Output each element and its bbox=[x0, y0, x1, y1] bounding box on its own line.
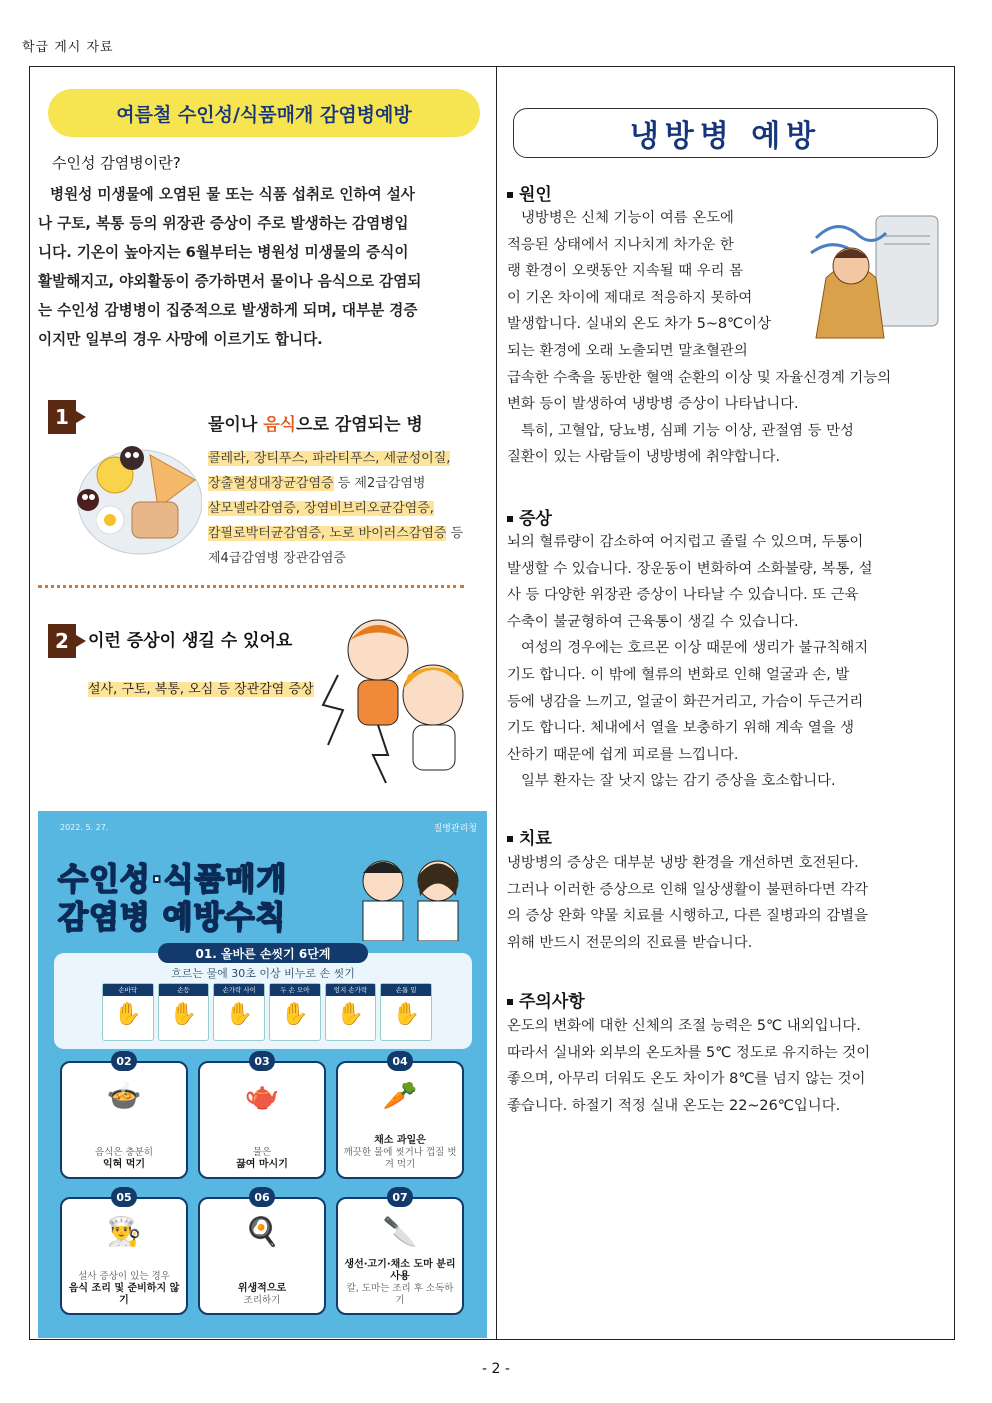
cooking-pot-icon: 🍳 bbox=[244, 1215, 280, 1248]
sick-kids-illustration bbox=[318, 605, 478, 785]
rule-caption-sub: 음식은 충분히 bbox=[94, 1147, 154, 1158]
rule-tile bbox=[198, 1190, 326, 1315]
rule-caption-main: 생선·고기·채소 도마 분리 사용 bbox=[344, 1259, 456, 1282]
handwash-steps bbox=[102, 983, 432, 1041]
treatment-line: 그러나 이러한 증상으로 인해 일상생활이 불편하다면 각각 bbox=[507, 881, 869, 898]
food-germ-illustration bbox=[70, 430, 202, 560]
caution-line: 좋습니다. 하절기 적정 실내 온도는 22~26℃입니다. bbox=[507, 1097, 841, 1114]
disease-line-rest: 등 bbox=[446, 526, 464, 541]
rule-tile bbox=[336, 1054, 464, 1179]
symptom-line bbox=[88, 678, 314, 697]
title-part: 물이나 bbox=[208, 415, 264, 435]
treatment-body bbox=[507, 850, 945, 956]
rule-number: 07 bbox=[387, 1187, 413, 1207]
caution-heading bbox=[507, 987, 585, 1012]
rule-number: 05 bbox=[111, 1187, 137, 1207]
symptom-text: 설사, 구토, 복통, 오심 등 장관감염 증상 bbox=[88, 682, 314, 697]
rule-number: 06 bbox=[249, 1187, 275, 1207]
handwash-step-label: 손톱 밑 bbox=[381, 984, 431, 996]
prevention-poster bbox=[38, 811, 487, 1338]
caution-body bbox=[507, 1013, 945, 1119]
section-number-1: 1 bbox=[48, 400, 76, 434]
rule-tile bbox=[60, 1054, 188, 1179]
rule-caption-main: 위생적으로 bbox=[237, 1283, 287, 1294]
left-banner: 여름철 수인성/식품매개 감염병예방 bbox=[48, 89, 480, 137]
rule-caption bbox=[342, 1259, 458, 1307]
symptom-line: 기도 합니다. 이 밖에 혈류의 변화로 인해 얼굴과 손, 발 bbox=[507, 666, 850, 683]
cause-heading-text: 원인 bbox=[519, 185, 552, 205]
symptom-line: 사 등 다양한 위장관 증상이 나타날 수 있습니다. 또 근육 bbox=[507, 587, 859, 604]
body-line: 이지만 일부의 경우 사망에 이르기도 합니다. bbox=[38, 331, 323, 348]
treatment-line: 냉방병의 증상은 대부분 냉방 환경을 개선하면 호전된다. bbox=[507, 855, 859, 871]
handwash-step bbox=[380, 983, 432, 1041]
handwash-step bbox=[102, 983, 154, 1041]
rule-number: 04 bbox=[387, 1051, 413, 1071]
symptom-body bbox=[507, 529, 945, 795]
symptom-line: 여성의 경우에는 호르몬 이상 때문에 생리가 불규칙해지 bbox=[521, 640, 869, 657]
rule-tile bbox=[336, 1190, 464, 1315]
cutting-board-icon: 🔪 bbox=[382, 1215, 418, 1248]
section2-title: 이런 증상이 생길 수 있어요 bbox=[88, 631, 293, 651]
handwash-step-label: 두 손 모아 bbox=[270, 984, 320, 996]
symptom-line: 수축이 불균형하여 근육통이 생길 수 있습니다. bbox=[507, 613, 799, 630]
rule-number: 03 bbox=[249, 1051, 275, 1071]
rule-caption-main: 끓여 마시기 bbox=[236, 1159, 288, 1170]
doctors-illustration bbox=[338, 851, 478, 941]
dotted-separator bbox=[38, 585, 464, 588]
vegetable-icon: 🥕 bbox=[382, 1079, 418, 1112]
rule-caption-main: 채소 과일은 bbox=[374, 1135, 426, 1146]
bullet-square-icon bbox=[507, 836, 513, 842]
rule-caption bbox=[342, 1135, 458, 1171]
title-part: 으로 감염되는 병 bbox=[296, 415, 423, 435]
cause-line: 냉방병은 신체 기능이 여름 온도에 bbox=[521, 210, 734, 226]
treatment-line: 위해 반드시 전문의의 진료를 받습니다. bbox=[507, 934, 753, 951]
poster-title-line2: 감염병 예방수칙 bbox=[58, 900, 287, 936]
bullet-square-icon bbox=[507, 516, 513, 522]
symptom-heading bbox=[507, 504, 552, 529]
poster-org: 질병관리청 bbox=[433, 824, 477, 834]
disease-line: 살모넬라감염증, 장염비브리오균감염증, bbox=[208, 501, 434, 516]
section1-title bbox=[208, 410, 423, 435]
handwash-step bbox=[269, 983, 321, 1041]
section-question: 수인성 감염병이란? bbox=[52, 154, 181, 172]
hand-icon: ✋ bbox=[114, 1002, 142, 1027]
rule-caption-main: 익혀 먹기 bbox=[102, 1159, 146, 1170]
hand-icon: ✋ bbox=[281, 1002, 309, 1027]
handwash-step bbox=[158, 983, 210, 1041]
caution-line: 온도의 변화에 대한 신체의 조절 능력은 5℃ 내외입니다. bbox=[507, 1018, 861, 1034]
body-line: 는 수인성 감병병이 집중적으로 발생하게 되며, 대부분 경증 bbox=[38, 302, 418, 319]
hand-icon: ✋ bbox=[392, 1002, 420, 1027]
rule-caption bbox=[204, 1283, 320, 1307]
handwash-step-label: 손바닥 bbox=[103, 984, 153, 996]
rule-caption bbox=[204, 1147, 320, 1171]
bullet-square-icon bbox=[507, 999, 513, 1005]
rule-caption bbox=[66, 1147, 182, 1171]
cause-line: 변화 등이 발생하여 냉방병 증상이 나타납니다. bbox=[507, 396, 799, 413]
column-divider bbox=[496, 66, 497, 1340]
body-line: 나 구토, 복통 등의 위장관 증상이 주로 발생하는 감염병입 bbox=[38, 215, 409, 232]
handwash-panel bbox=[54, 953, 472, 1049]
caution-heading-text: 주의사항 bbox=[519, 992, 585, 1012]
kettle-icon: 🫖 bbox=[244, 1079, 280, 1112]
symptom-line: 등에 냉감을 느끼고, 얼굴이 화끈거리고, 가슴이 두근거리 bbox=[507, 693, 864, 710]
rule-tile bbox=[60, 1190, 188, 1315]
rule-caption-sub: 칼, 도마는 조리 후 소독하기 bbox=[346, 1283, 454, 1306]
rule-caption-sub: 설사 증상이 있는 경우 bbox=[78, 1271, 170, 1282]
handwash-step-header: 01. 올바른 손씻기 6단계 bbox=[158, 943, 368, 963]
left-body bbox=[38, 180, 488, 354]
cause-line: 발생합니다. 실내외 온도 차가 5~8℃이상 bbox=[507, 316, 772, 333]
cook-icon: 👨‍🍳 bbox=[106, 1215, 142, 1248]
rule-caption-sub: 조리하기 bbox=[243, 1295, 281, 1306]
rule-tile bbox=[198, 1054, 326, 1179]
handwash-step-label: 엄지 손가락 bbox=[326, 984, 376, 996]
symptom-heading-text: 증상 bbox=[519, 509, 552, 529]
body-line: 니다. 기온이 높아지는 6월부터는 병원성 미생물의 증식이 bbox=[38, 244, 409, 261]
poster-title bbox=[58, 861, 287, 937]
body-line: 활발해지고, 야외활동이 증가하면서 물이나 음식으로 감염되 bbox=[38, 273, 422, 290]
page-header: 학급 게시 자료 bbox=[22, 40, 114, 55]
handwash-step-label: 손가락 사이 bbox=[214, 984, 264, 996]
hand-icon: ✋ bbox=[169, 1002, 198, 1027]
rule-caption-sub: 물은 bbox=[252, 1147, 272, 1158]
title-highlight: 음식 bbox=[263, 415, 297, 435]
symptom-line: 발생할 수 있습니다. 장운동이 변화하여 소화불량, 복통, 설 bbox=[507, 560, 873, 577]
handwash-step-label: 손등 bbox=[159, 984, 209, 996]
cause-heading bbox=[507, 180, 552, 205]
caution-line: 따라서 실내와 외부의 온도차를 5℃ 정도로 유지하는 것이 bbox=[507, 1044, 871, 1061]
body-line: 병원성 미생물에 오염된 물 또는 식품 섭취로 인하여 설사 bbox=[50, 186, 415, 203]
symptom-line: 기도 합니다. 체내에서 열을 보충하기 위해 계속 열을 생 bbox=[507, 720, 855, 737]
rule-caption bbox=[66, 1271, 182, 1307]
symptom-line: 산하기 때문에 쉽게 피로를 느낍니다. bbox=[507, 746, 739, 763]
rule-caption-sub: 깨끗한 물에 씻거나 껍질 벗겨 먹기 bbox=[343, 1147, 457, 1170]
symptom-line: 뇌의 혈류량이 감소하여 어지럽고 졸릴 수 있으며, 두통이 bbox=[507, 534, 864, 550]
symptom-line: 일부 환자는 잘 낫지 않는 감기 증상을 호소합니다. bbox=[521, 773, 836, 790]
cause-line: 되는 환경에 오래 노출되면 말초혈관의 bbox=[507, 342, 748, 359]
disease-line-highlight: 장출혈성대장균감염증 bbox=[208, 476, 334, 491]
hand-icon: ✋ bbox=[336, 1002, 365, 1027]
handwash-subtitle: 흐르는 물에 30초 이상 비누로 손 씻기 bbox=[171, 967, 355, 980]
disease-line: 제4급감염병 장관감염증 bbox=[208, 551, 346, 566]
cause-line: 적응된 상태에서 지나치게 차가운 한 bbox=[507, 236, 734, 253]
rule-caption-main: 음식 조리 및 준비하지 않기 bbox=[68, 1283, 180, 1306]
disease-line-highlight: 캄필로박터균감염증, 노로 바이러스감염증 bbox=[208, 526, 447, 541]
treatment-heading bbox=[507, 824, 552, 849]
poster-date: 2022. 5. 27. bbox=[60, 823, 109, 832]
cause-line: 질환이 있는 사람들이 냉방병에 취약합니다. bbox=[507, 449, 781, 466]
handwash-step bbox=[213, 983, 265, 1041]
cause-line: 급속한 수축을 동반한 혈액 순환의 이상 및 자율신경계 기능의 bbox=[507, 369, 892, 386]
cause-line: 이 기온 차이에 제대로 적응하지 못하여 bbox=[507, 289, 753, 306]
handwash-step bbox=[325, 983, 377, 1041]
disease-line: 콜레라, 장티푸스, 파라티푸스, 세균성이질, bbox=[208, 451, 451, 466]
treatment-line: 의 증상 완화 약물 치료를 시행하고, 다른 질병과의 감별을 bbox=[507, 908, 868, 925]
cause-body bbox=[507, 205, 945, 471]
section-number-2: 2 bbox=[48, 624, 76, 658]
poster-title-line1: 수인성·식품매개 bbox=[58, 862, 288, 898]
caution-line: 좋으며, 아무리 더워도 온도 차이가 8℃를 넘지 않는 것이 bbox=[507, 1071, 866, 1088]
bullet-square-icon bbox=[507, 192, 513, 198]
rule-number: 02 bbox=[111, 1051, 137, 1071]
treatment-heading-text: 치료 bbox=[519, 829, 552, 849]
cause-line: 특히, 고혈압, 당뇨병, 심폐 기능 이상, 관절염 등 만성 bbox=[521, 422, 854, 439]
hand-icon: ✋ bbox=[225, 1002, 253, 1027]
disease-line-rest: 등 제2급감염병 bbox=[333, 476, 426, 491]
pot-icon: 🍲 bbox=[106, 1079, 142, 1112]
right-title: 냉방병 예방 bbox=[513, 108, 938, 158]
cause-line: 랭 환경이 오랫동안 지속될 때 우리 몸 bbox=[507, 263, 743, 280]
page-number: - 2 - bbox=[482, 1361, 510, 1377]
disease-list bbox=[208, 446, 463, 571]
